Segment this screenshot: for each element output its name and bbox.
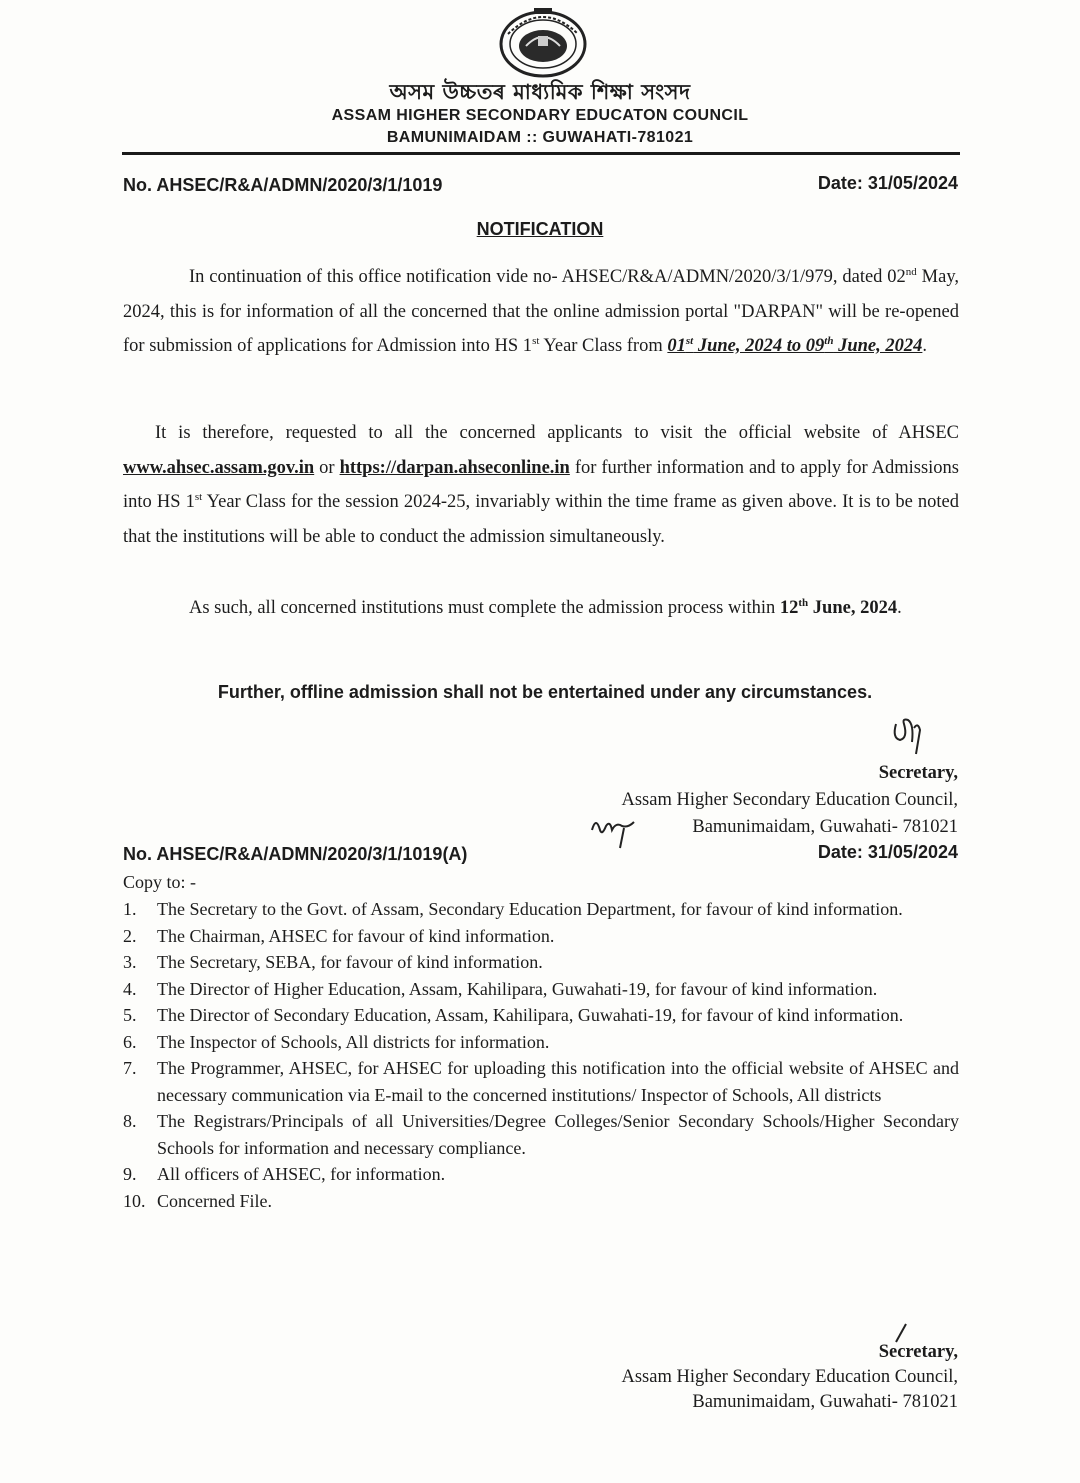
list-item: 8. The Registrars/Principals of all Universities/Degree Colleges/Senior Secondary Schools/Higher Secondary Schools for information and necessary compliance. [123,1111,959,1158]
list-item: 3. The Secretary, SEBA, for favour of kind information. [123,952,543,972]
list-item: 9. All officers of AHSEC, for information. [123,1164,446,1184]
list-item: 5. The Director of Secondary Education, Assam, Kahilipara, Guwahati-19, for favour of kind information. [123,1005,904,1025]
signatory-address: Bamunimaidam, Guwahati- 781021 [692,1392,958,1412]
list-item: 4. The Director of Higher Education, Assam, Kahilipara, Guwahati-19, for favour of kind information. [123,978,878,999]
paragraph-2: It is therefore, requested to all the concerned applicants to visit the official website of AHSEC www.ahsec.assam.gov.in or https://darpan.ahseconline.in for further information and to apply for Admissions into HS 1st Year Class for the session 2024-25, invariably within the time frame as given above. It is to be noted that the institutions will be able to conduct the admission simultaneously. [123,423,960,547]
offline-admission-warning: Further, offline admission shall not be entertained under any circumstances. [217,682,873,702]
notification-date: Date: 31/05/2024 [817,173,958,193]
notification-title: NOTIFICATION [476,219,604,239]
council-name-bengali: অসম উচ্চতৰ মাধ্যমিক শিক্ষা সংসদ [389,80,691,104]
copy-ref-no: No. AHSEC/R&A/ADMN/2020/3/1/1019(A) [123,844,468,864]
signatory-org: Assam Higher Secondary Education Council, [621,790,958,810]
signatory-title: Secretary, [878,1342,958,1362]
notification-ref-no: No. AHSEC/R&A/ADMN/2020/3/1/1019 [123,175,443,195]
header-divider [122,152,960,155]
signatory-title: Secretary, [878,763,958,783]
signature-mark-2 [588,812,638,852]
list-item: 1. The Secretary to the Govt. of Assam, Secondary Education Department, for favour of kind information. [123,899,903,919]
darpan-portal-link[interactable]: https://darpan.ahseconline.in [339,457,570,478]
admission-date-range: 01st June, 2024 to 09th June, 2024 [667,334,923,356]
paragraph-3: As such, all concerned institutions must complete the admission process within 12th June, 2024. [189,596,902,618]
list-item: 7. The Programmer, AHSEC, for AHSEC for uploading this notification into the official website of AHSEC and necessary communication via E-mail to the concerned institutions/ Inspector of Schools, All districts [123,1058,959,1105]
council-emblem-icon [498,6,588,78]
copy-to-list [123,896,959,1214]
council-address: BAMUNIMAIDAM :: GUWAHATI-781021 [386,129,694,146]
council-name: ASSAM HIGHER SECONDARY EDUCATON COUNCIL [331,107,749,124]
signatory-address: Bamunimaidam, Guwahati- 781021 [692,817,958,837]
signature-block-2 [621,1340,958,1415]
signature-mark-1 [886,712,926,756]
list-item: 10. Concerned File. [123,1190,272,1211]
copy-date: Date: 31/05/2024 [817,842,958,862]
ahsec-website-link[interactable]: www.ahsec.assam.gov.in [123,457,315,478]
signature-block-1 [621,760,958,841]
paragraph-1: In continuation of this office notification vide no- AHSEC/R&A/ADMN/2020/3/1/979, dated 02nd May, 2024, this is for information of all the concerned that the online admission portal "DARPAN" will be re-opened for submission of applications for Admission into HS 1st Year Class from 01st June, 2024 to 09th June, 2024. [123,265,959,356]
list-item: 6. The Inspector of Schools, All districts for information. [123,1031,550,1052]
signatory-org: Assam Higher Secondary Education Council, [621,1367,958,1387]
list-item: 2. The Chairman, AHSEC for favour of kind information. [123,925,555,946]
copy-to-label: Copy to: - [123,872,197,892]
